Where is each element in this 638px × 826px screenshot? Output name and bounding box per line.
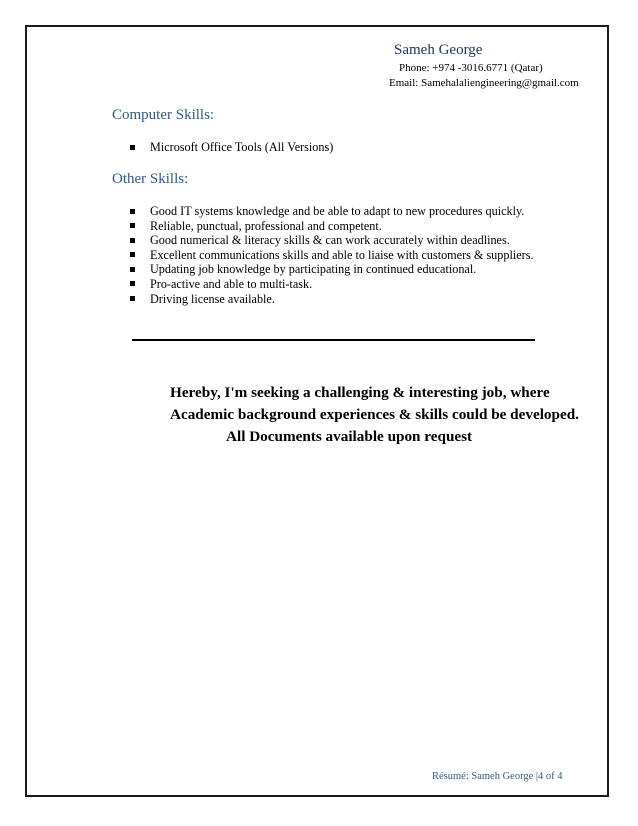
statement-line-1: Hereby, I'm seeking a challenging & interesting job, where <box>170 384 550 401</box>
square-bullet-icon <box>130 252 135 257</box>
page-footer: Résumé: Sameh George |4 of 4 <box>432 771 563 782</box>
statement-line-2: Academic background experiences & skills could be developed. <box>170 406 579 423</box>
list-item-text: Reliable, punctual, professional and competent. <box>150 218 382 233</box>
computer-skills-list <box>130 140 333 155</box>
square-bullet-icon <box>130 281 135 286</box>
list-item <box>130 204 534 219</box>
square-bullet-icon <box>130 267 135 272</box>
list-item <box>130 248 534 263</box>
list-item-text: Microsoft Office Tools (All Versions) <box>150 140 334 154</box>
list-item <box>130 219 534 234</box>
list-item-text: Driving license available. <box>150 291 275 306</box>
other-skills-list <box>130 204 534 306</box>
list-item <box>130 140 333 155</box>
list-item <box>130 233 534 248</box>
square-bullet-icon <box>130 145 135 150</box>
square-bullet-icon <box>130 223 135 228</box>
square-bullet-icon <box>130 209 135 214</box>
list-item <box>130 292 534 307</box>
list-item-text: Pro-active and able to multi-task. <box>150 276 313 291</box>
header-email: Email: Samehalaliengineering@gmail.com <box>389 77 579 89</box>
list-item <box>130 262 534 277</box>
list-item-text: Excellent communications skills and able to liaise with customers & suppliers. <box>150 247 534 262</box>
computer-skills-title: Computer Skills: <box>112 107 215 123</box>
square-bullet-icon <box>130 238 135 243</box>
list-item-text: Good numerical & literacy skills & can work accurately within deadlines. <box>150 233 510 248</box>
statement-line-3: All Documents available upon request <box>226 428 473 445</box>
list-item-text: Good IT systems knowledge and be able to adapt to new procedures quickly. <box>150 204 525 218</box>
section-divider <box>132 339 535 341</box>
header-name: Sameh George <box>394 42 483 58</box>
square-bullet-icon <box>130 296 135 301</box>
header-phone: Phone: +974 -3016.6771 (Qatar) <box>399 62 543 74</box>
list-item-text: Updating job knowledge by participating in continued educational. <box>150 262 477 277</box>
other-skills-title: Other Skills: <box>112 171 189 187</box>
list-item <box>130 277 534 292</box>
